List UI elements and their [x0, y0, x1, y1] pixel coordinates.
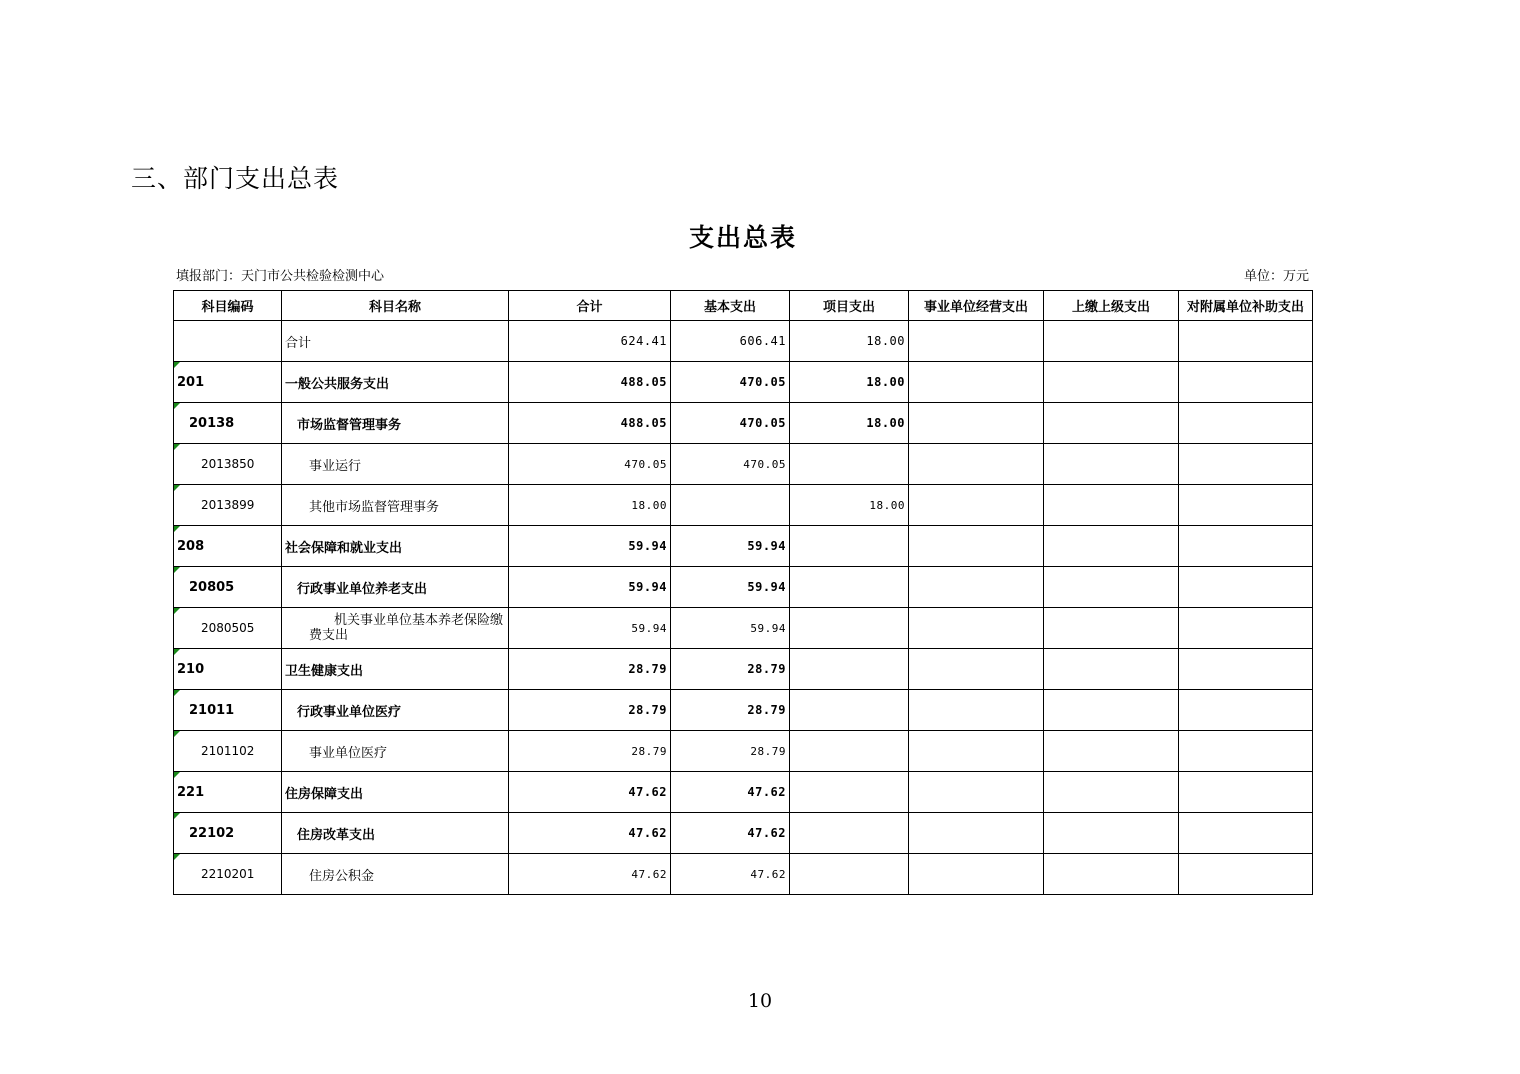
cell-code-text: 208: [177, 538, 205, 554]
table-title: 支出总表: [688, 223, 797, 252]
cell-project-text: 18.00: [866, 416, 905, 430]
cell-code-text: 2080505: [201, 621, 255, 635]
cell-project: [790, 321, 909, 362]
cell-marker-icon: [174, 649, 180, 655]
cell-project: [790, 362, 909, 403]
cell-basic: [671, 731, 790, 772]
page-number: 10: [747, 990, 773, 1012]
table-row: [174, 854, 1313, 895]
cell-basic-text: 28.79: [747, 662, 786, 676]
header-remit: 上缴上级支出: [1044, 291, 1179, 321]
cell-basic: [671, 526, 790, 567]
header-subsidy: 对附属单位补助支出: [1179, 291, 1313, 321]
cell-name: [282, 731, 509, 772]
cell-project: [790, 690, 909, 731]
cell-code: [174, 526, 282, 567]
cell-subsidy: [1179, 813, 1313, 854]
cell-basic-text: 606.41: [739, 334, 786, 348]
cell-total-text: 28.79: [628, 703, 667, 717]
department-label: 填报部门：天门市公共检验检测中心: [176, 269, 385, 284]
cell-marker-icon: [174, 403, 180, 409]
cell-total-text: 18.00: [631, 498, 667, 512]
cell-code: [174, 444, 282, 485]
cell-code-text: 22102: [189, 825, 235, 841]
cell-total: [509, 321, 671, 362]
table-row: [174, 731, 1313, 772]
cell-basic-text: 470.05: [739, 416, 786, 430]
header-basic: 基本支出: [671, 291, 790, 321]
cell-name-text: 事业单位医疗: [309, 745, 388, 761]
cell-basic-text: 59.94: [747, 539, 786, 553]
cell-name-text: 住房保障支出: [285, 786, 364, 802]
cell-total: [509, 649, 671, 690]
cell-basic-text: 59.94: [747, 580, 786, 594]
cell-basic-text: 28.79: [750, 744, 786, 758]
cell-basic-text: 470.05: [743, 457, 786, 471]
cell-project: [790, 731, 909, 772]
cell-business: [909, 362, 1044, 403]
cell-business: [909, 854, 1044, 895]
cell-total-text: 47.62: [628, 785, 667, 799]
cell-remit: [1044, 567, 1179, 608]
cell-total-text: 59.94: [631, 621, 667, 635]
cell-name: [282, 321, 509, 362]
cell-marker-icon: [174, 485, 180, 491]
cell-name: [282, 362, 509, 403]
expenditure-table: [173, 290, 1313, 895]
cell-code: [174, 690, 282, 731]
cell-name: [282, 485, 509, 526]
cell-subsidy: [1179, 403, 1313, 444]
cell-project: [790, 444, 909, 485]
cell-subsidy: [1179, 362, 1313, 403]
cell-business: [909, 649, 1044, 690]
cell-name-text: 住房改革支出: [297, 827, 376, 843]
cell-total: [509, 526, 671, 567]
cell-total-text: 28.79: [628, 662, 667, 676]
cell-remit: [1044, 403, 1179, 444]
cell-business: [909, 813, 1044, 854]
cell-basic-text: 47.62: [747, 785, 786, 799]
cell-name-text: 住房公积金: [309, 868, 375, 884]
cell-name-text: 事业运行: [309, 458, 362, 474]
cell-project: [790, 485, 909, 526]
cell-project: [790, 403, 909, 444]
cell-basic-text: 470.05: [739, 375, 786, 389]
cell-code-text: 20138: [189, 415, 235, 431]
cell-marker-icon: [174, 690, 180, 696]
cell-name-text: 其他市场监督管理事务: [309, 499, 440, 515]
cell-remit: [1044, 690, 1179, 731]
cell-project: [790, 649, 909, 690]
cell-code: [174, 731, 282, 772]
cell-project: [790, 813, 909, 854]
cell-name: [282, 854, 509, 895]
cell-code: [174, 403, 282, 444]
cell-basic: [671, 649, 790, 690]
cell-subsidy: [1179, 526, 1313, 567]
cell-project-text: 18.00: [866, 334, 905, 348]
header-total: 合计: [509, 291, 671, 321]
cell-code: [174, 362, 282, 403]
cell-code: [174, 485, 282, 526]
cell-remit: [1044, 321, 1179, 362]
cell-code: [174, 813, 282, 854]
cell-name-text: 行政事业单位医疗: [297, 704, 402, 720]
cell-code-text: 2210201: [201, 867, 255, 881]
cell-name: [282, 526, 509, 567]
cell-total: [509, 485, 671, 526]
cell-code-text: 2013899: [201, 498, 255, 512]
cell-name-text: 合计: [285, 335, 312, 351]
cell-total: [509, 690, 671, 731]
table-row: [174, 567, 1313, 608]
table-row: [174, 526, 1313, 567]
table-row: [174, 403, 1313, 444]
cell-business: [909, 321, 1044, 362]
cell-code: [174, 649, 282, 690]
cell-total-text: 59.94: [628, 580, 667, 594]
cell-remit: [1044, 526, 1179, 567]
cell-code-text: 221: [177, 784, 205, 800]
table-row: [174, 485, 1313, 526]
cell-name: [282, 813, 509, 854]
cell-business: [909, 526, 1044, 567]
cell-total: [509, 854, 671, 895]
cell-subsidy: [1179, 485, 1313, 526]
cell-remit: [1044, 444, 1179, 485]
cell-basic: [671, 321, 790, 362]
cell-name: [282, 608, 509, 649]
cell-basic: [671, 444, 790, 485]
cell-marker-icon: [174, 362, 180, 368]
cell-basic-text: 28.79: [747, 703, 786, 717]
cell-total: [509, 567, 671, 608]
header-business: 事业单位经营支出: [909, 291, 1044, 321]
cell-code-text: 201: [177, 374, 205, 390]
cell-subsidy: [1179, 772, 1313, 813]
cell-project: [790, 772, 909, 813]
cell-total-text: 28.79: [631, 744, 667, 758]
cell-remit: [1044, 731, 1179, 772]
cell-business: [909, 485, 1044, 526]
cell-marker-icon: [174, 813, 180, 819]
cell-marker-icon: [174, 526, 180, 532]
table-row: [174, 608, 1313, 649]
cell-total-text: 470.05: [624, 457, 667, 471]
cell-project: [790, 608, 909, 649]
cell-marker-icon: [174, 444, 180, 450]
cell-basic-text: 59.94: [750, 621, 786, 635]
cell-name-text: 卫生健康支出: [285, 663, 364, 679]
cell-total: [509, 608, 671, 649]
cell-total-text: 488.05: [620, 375, 667, 389]
cell-total-text: 488.05: [620, 416, 667, 430]
table-row: [174, 649, 1313, 690]
cell-basic: [671, 485, 790, 526]
table-header-row: [174, 291, 1313, 321]
cell-name-text: 市场监督管理事务: [297, 417, 402, 433]
cell-code-text: 21011: [189, 702, 235, 718]
cell-name: [282, 403, 509, 444]
cell-code: [174, 321, 282, 362]
cell-subsidy: [1179, 444, 1313, 485]
cell-name: [282, 772, 509, 813]
cell-name: [282, 567, 509, 608]
cell-basic: [671, 362, 790, 403]
cell-total: [509, 772, 671, 813]
unit-label: 单位：万元: [1243, 269, 1309, 284]
cell-total: [509, 731, 671, 772]
cell-total-text: 624.41: [620, 334, 667, 348]
cell-subsidy: [1179, 649, 1313, 690]
cell-code-text: 2013850: [201, 457, 255, 471]
cell-basic-text: 47.62: [750, 867, 786, 881]
cell-total-text: 47.62: [631, 867, 667, 881]
cell-business: [909, 444, 1044, 485]
cell-basic: [671, 854, 790, 895]
cell-basic: [671, 567, 790, 608]
cell-basic: [671, 403, 790, 444]
cell-project-text: 18.00: [869, 498, 905, 512]
table-row: [174, 321, 1313, 362]
table-row: [174, 813, 1313, 854]
cell-project-text: 18.00: [866, 375, 905, 389]
cell-name-text: 行政事业单位养老支出: [297, 581, 428, 597]
cell-subsidy: [1179, 854, 1313, 895]
cell-subsidy: [1179, 731, 1313, 772]
cell-name: [282, 690, 509, 731]
cell-name: [282, 444, 509, 485]
cell-name-text: 一般公共服务支出: [285, 376, 390, 392]
table-row: [174, 772, 1313, 813]
cell-subsidy: [1179, 567, 1313, 608]
cell-total: [509, 403, 671, 444]
header-name: 科目名称: [282, 291, 509, 321]
cell-business: [909, 772, 1044, 813]
cell-code: [174, 854, 282, 895]
cell-marker-icon: [174, 567, 180, 573]
cell-basic: [671, 608, 790, 649]
cell-remit: [1044, 362, 1179, 403]
cell-remit: [1044, 772, 1179, 813]
cell-marker-icon: [174, 854, 180, 860]
cell-code: [174, 772, 282, 813]
cell-marker-icon: [174, 772, 180, 778]
cell-basic: [671, 690, 790, 731]
cell-total: [509, 444, 671, 485]
cell-code-text: 2101102: [201, 744, 255, 758]
cell-business: [909, 567, 1044, 608]
cell-remit: [1044, 854, 1179, 895]
cell-marker-icon: [174, 608, 180, 614]
cell-name-text: 社会保障和就业支出: [285, 540, 403, 556]
table-row: [174, 362, 1313, 403]
header-project: 项目支出: [790, 291, 909, 321]
cell-code-text: 210: [177, 661, 205, 677]
cell-total-text: 47.62: [628, 826, 667, 840]
cell-subsidy: [1179, 321, 1313, 362]
cell-remit: [1044, 649, 1179, 690]
cell-name-text: 机关事业单位基本养老保险缴费支出: [309, 613, 504, 643]
cell-total-text: 59.94: [628, 539, 667, 553]
cell-project: [790, 854, 909, 895]
cell-subsidy: [1179, 690, 1313, 731]
cell-business: [909, 608, 1044, 649]
cell-business: [909, 403, 1044, 444]
cell-total: [509, 813, 671, 854]
cell-project: [790, 526, 909, 567]
cell-subsidy: [1179, 608, 1313, 649]
cell-remit: [1044, 485, 1179, 526]
cell-remit: [1044, 608, 1179, 649]
cell-business: [909, 731, 1044, 772]
cell-code-text: 20805: [189, 579, 235, 595]
table-row: [174, 690, 1313, 731]
cell-business: [909, 690, 1044, 731]
cell-project: [790, 567, 909, 608]
cell-code: [174, 567, 282, 608]
header-code: 科目编码: [174, 291, 282, 321]
cell-remit: [1044, 813, 1179, 854]
section-heading: 三、部门支出总表: [131, 164, 340, 193]
cell-basic-text: 47.62: [747, 826, 786, 840]
table-row: [174, 444, 1313, 485]
cell-marker-icon: [174, 731, 180, 737]
cell-total: [509, 362, 671, 403]
cell-code: [174, 608, 282, 649]
cell-basic: [671, 772, 790, 813]
cell-name: [282, 649, 509, 690]
cell-basic: [671, 813, 790, 854]
